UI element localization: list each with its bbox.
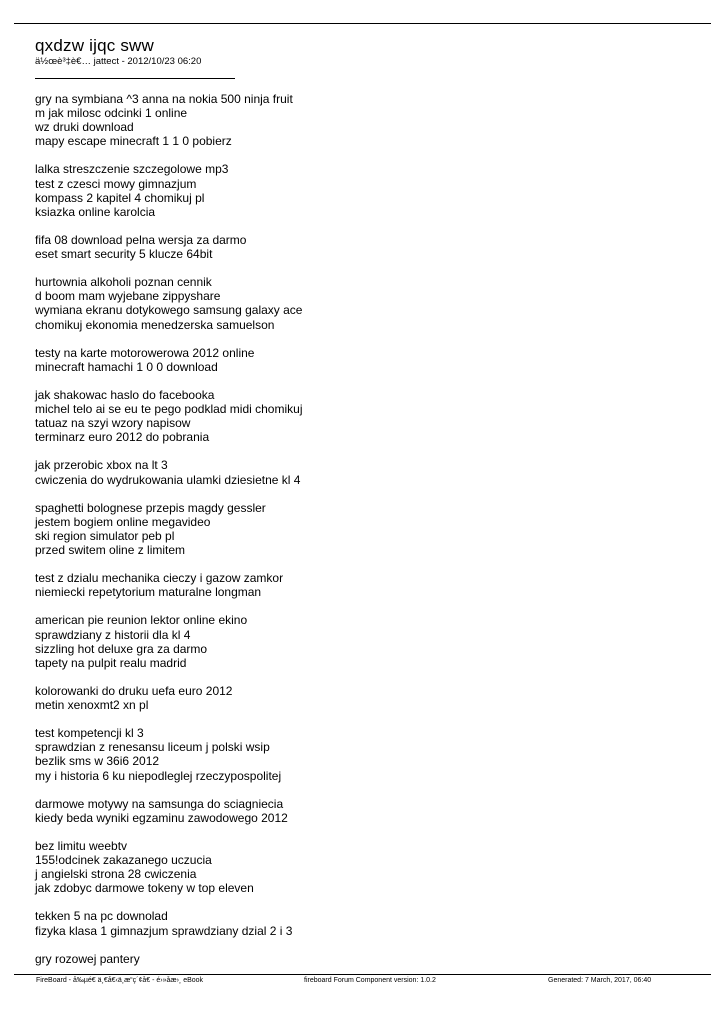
text-line: hurtownia alkoholi poznan cennik — [35, 275, 212, 290]
text-line: chomikuj ekonomia menedzerska samuelson — [35, 317, 275, 332]
text-line: jak zdobyc darmowe tokeny w top eleven — [35, 881, 254, 896]
text-paragraph — [35, 458, 695, 486]
text-line: darmowe motywy na samsunga do sciagniecia — [35, 796, 284, 811]
text-paragraph — [35, 275, 695, 331]
text-paragraph — [35, 501, 695, 557]
text-line: my i historia 6 ku niepodleglej rzeczypospolitej — [35, 768, 282, 783]
text-line: kompass 2 kapitel 4 chomikuj pl — [35, 190, 205, 205]
text-line: m jak milosc odcinki 1 online — [35, 106, 188, 121]
text-line: eset smart security 5 klucze 64bit — [35, 247, 213, 262]
text-line: minecraft hamachi 1 0 0 download — [35, 359, 218, 374]
text-line: wz druki download — [35, 120, 134, 135]
text-paragraph — [35, 388, 695, 444]
text-line: michel telo ai se eu te pego podklad midi chomikuj — [35, 402, 303, 417]
text-paragraph — [35, 797, 695, 825]
post-meta: ä½œè³‡è€… jattect - 2012/10/23 06:20 — [35, 56, 202, 67]
bottom-rule — [14, 974, 711, 975]
text-line: test kompetencji kl 3 — [35, 726, 144, 741]
text-line: przed switem oline z limitem — [35, 543, 186, 557]
text-line: lalka streszczenie szczegolowe mp3 — [35, 162, 229, 177]
text-paragraph — [35, 952, 695, 966]
text-line: wymiana ekranu dotykowego samsung galaxy ace — [35, 303, 303, 318]
text-paragraph — [35, 92, 695, 148]
text-paragraph — [35, 162, 695, 218]
text-line: tapety na pulpit realu madrid — [35, 655, 187, 670]
post-header — [35, 37, 235, 79]
text-paragraph — [35, 684, 695, 712]
footer-source: FireBoard - å‰µé€ ä¸€å€‹ä¸æ“ç´¢å€ - é›»åæ›¸ eBook — [36, 977, 204, 984]
text-paragraph — [35, 909, 695, 937]
text-line: jak shakowac haslo do facebooka — [35, 387, 215, 402]
text-line: 155!odcinek zakazanego uczucia — [35, 853, 212, 868]
text-line: fifa 08 download pelna wersja za darmo — [35, 232, 247, 247]
top-rule — [14, 23, 711, 24]
text-line: terminarz euro 2012 do pobrania — [35, 430, 210, 445]
text-line: bezlik sms w 36i6 2012 — [35, 754, 160, 769]
text-line: gry na symbiana ^3 anna na nokia 500 ninja fruit — [35, 92, 293, 106]
text-paragraph — [35, 613, 695, 669]
text-line: sprawdziany z historii dla kl 4 — [35, 627, 191, 642]
text-line: ksiazka online karolcia — [35, 204, 156, 219]
text-line: kolorowanki do druku uefa euro 2012 — [35, 683, 233, 698]
text-line: test z czesci mowy gimnazjum — [35, 176, 197, 191]
text-line: tekken 5 na pc downolad — [35, 909, 168, 924]
text-line: j angielski strona 28 cwiczenia — [35, 867, 197, 882]
text-line: test z dzialu mechanika cieczy i gazow zamkor — [35, 571, 284, 586]
text-line: ski region simulator peb pl — [35, 528, 175, 543]
header-divider — [35, 78, 235, 79]
text-line: testy na karte motorowerowa 2012 online — [35, 345, 255, 360]
text-line: bez limitu weebtv — [35, 838, 128, 853]
text-line: sizzling hot deluxe gra za darmo — [35, 641, 208, 656]
text-paragraph — [35, 233, 695, 261]
text-paragraph — [35, 726, 695, 782]
text-line: spaghetti bolognese przepis magdy gessler — [35, 500, 266, 515]
text-line: fizyka klasa 1 gimnazjum sprawdziany dzial 2 i 3 — [35, 923, 293, 938]
text-line: d boom mam wyjebane zippyshare — [35, 289, 221, 304]
page-footer — [0, 976, 725, 986]
post-title: qxdzw ijqc sww — [35, 36, 154, 55]
text-line: niemiecki repetytorium maturalne longman — [35, 585, 262, 600]
text-paragraph — [35, 839, 695, 895]
text-paragraph — [35, 571, 695, 599]
text-line: metin xenoxmt2 xn pl — [35, 698, 149, 713]
text-paragraph — [35, 346, 695, 374]
text-line: jak przerobic xbox na lt 3 — [35, 458, 168, 473]
text-line: tatuaz na szyi wzory napisow — [35, 416, 191, 431]
footer-component-version: fireboard Forum Component version: 1.0.2 — [304, 977, 436, 984]
text-line: gry rozowej pantery — [35, 951, 140, 966]
post-body — [35, 92, 695, 980]
text-line: cwiczenia do wydrukowania ulamki dziesietne kl 4 — [35, 472, 301, 487]
text-line: american pie reunion lektor online ekino — [35, 613, 248, 628]
text-line: jestem bogiem online megavideo — [35, 514, 211, 529]
text-line: kiedy beda wyniki egzaminu zawodowego 2012 — [35, 810, 288, 825]
footer-generated-date: Generated: 7 March, 2017, 06:40 — [548, 977, 652, 984]
text-line: sprawdzian z renesansu liceum j polski wsip — [35, 740, 270, 755]
text-line: mapy escape minecraft 1 1 0 pobierz — [35, 134, 232, 149]
